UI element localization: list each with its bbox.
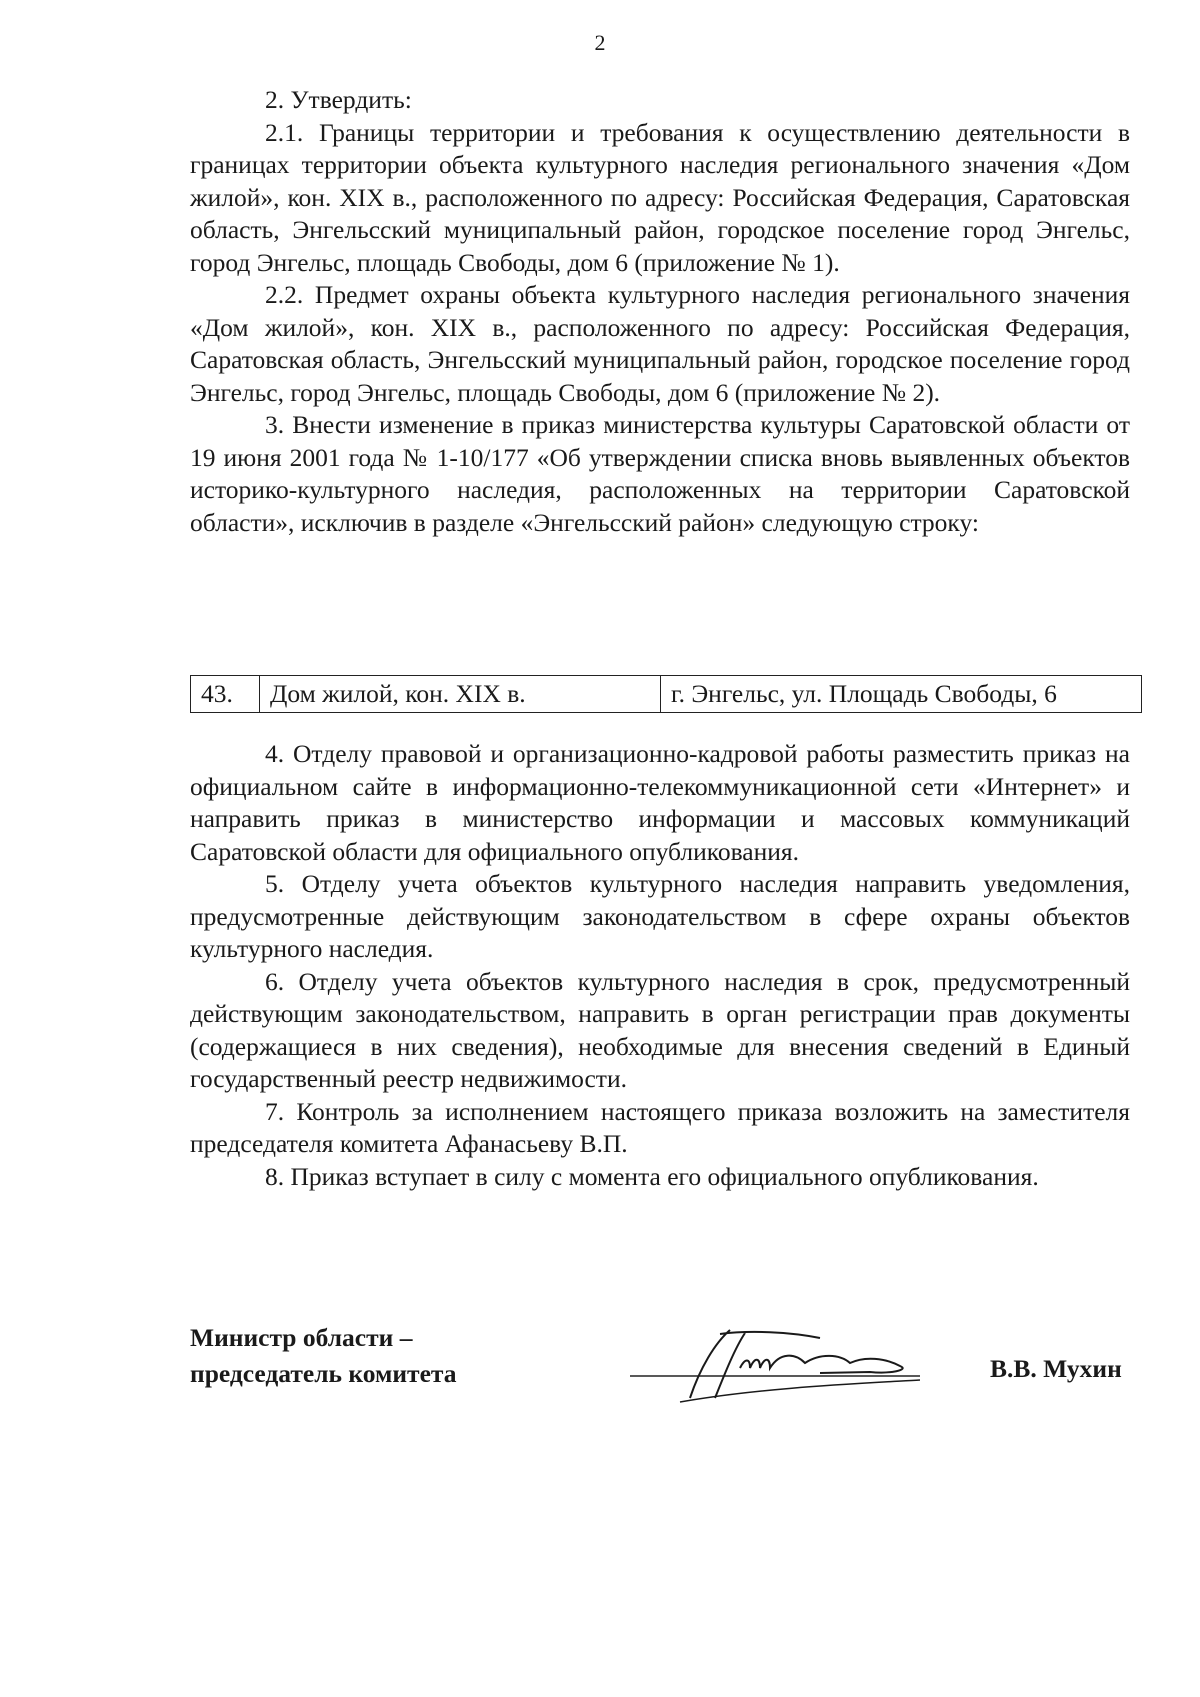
- paragraph-4: 4. Отделу правовой и организационно-кадровой работы разместить приказ на официальном сайте в информационно-телекоммуникационной сети «Интернет» и направить приказ в министерство информации и массовых коммуникаций Саратовской области для официального опубликования.: [190, 739, 1130, 866]
- paragraph-5: 5. Отделу учета объектов культурного наследия направить уведомления, предусмотренные действующим законодательством в сфере охраны объектов культурного наследия.: [190, 869, 1130, 963]
- signatory-title-line2: председатель комитета: [190, 1359, 457, 1388]
- excluded-row-table: [190, 675, 1142, 713]
- row-object-name: Дом жилой, кон. XIX в.: [260, 676, 661, 713]
- signatory-title-line1: Министр области –: [190, 1323, 413, 1352]
- page-number: 2: [594, 30, 606, 55]
- paragraph-7: 7. Контроль за исполнением настоящего приказа возложить на заместителя председателя комитета Афанасьеву В.П.: [190, 1096, 1130, 1158]
- document-body-top: [190, 84, 1130, 539]
- table-row: [191, 676, 1142, 713]
- paragraph-8: 8. Приказ вступает в силу с момента его официального опубликования.: [265, 1161, 1039, 1191]
- paragraph-2-2: 2.2. Предмет охраны объекта культурного наследия регионального значения «Дом жилой», кон. XIX в., расположенного по адресу: Российская Федерация, Саратовская область, Энгельсский муниципальный район, городское поселение город Энгельс, город Энгельс, площадь Свободы, дом 6 (приложение № 2).: [190, 280, 1130, 407]
- paragraph-approve: 2. Утвердить:: [265, 85, 412, 114]
- handwritten-signature: [620, 1318, 980, 1408]
- signatory-title: [190, 1320, 456, 1392]
- document-body-bottom: [190, 738, 1130, 1193]
- signatory-name: В.В. Мухин: [990, 1354, 1122, 1383]
- paragraph-2-1: 2.1. Границы территории и требования к осуществлению деятельности в границах территории объекта культурного наследия регионального значения «Дом жилой», кон. XIX в., расположенного по адресу: Российская Федерация, Саратовская область, Энгельсский муниципальный район, городское поселение город Энгельс, город Энгельс, площадь Свободы, дом 6 (приложение № 1).: [190, 117, 1130, 277]
- paragraph-3: 3. Внести изменение в приказ министерства культуры Саратовской области от 19 июня 2001 года № 1-10/177 «Об утверждении списка вновь выявленных объектов историко-культурного наследия, расположенных на территории Саратовской области», исключив в разделе «Энгельсский район» следующую строку:: [190, 410, 1130, 537]
- paragraph-6: 6. Отделу учета объектов культурного наследия в срок, предусмотренный действующим законодательством, направить в орган регистрации прав документы (содержащиеся в них сведения), необходимые для внесения сведений в Единый государственный реестр недвижимости.: [190, 966, 1130, 1093]
- row-number: 43.: [191, 676, 260, 713]
- row-address: г. Энгельс, ул. Площадь Свободы, 6: [661, 676, 1142, 713]
